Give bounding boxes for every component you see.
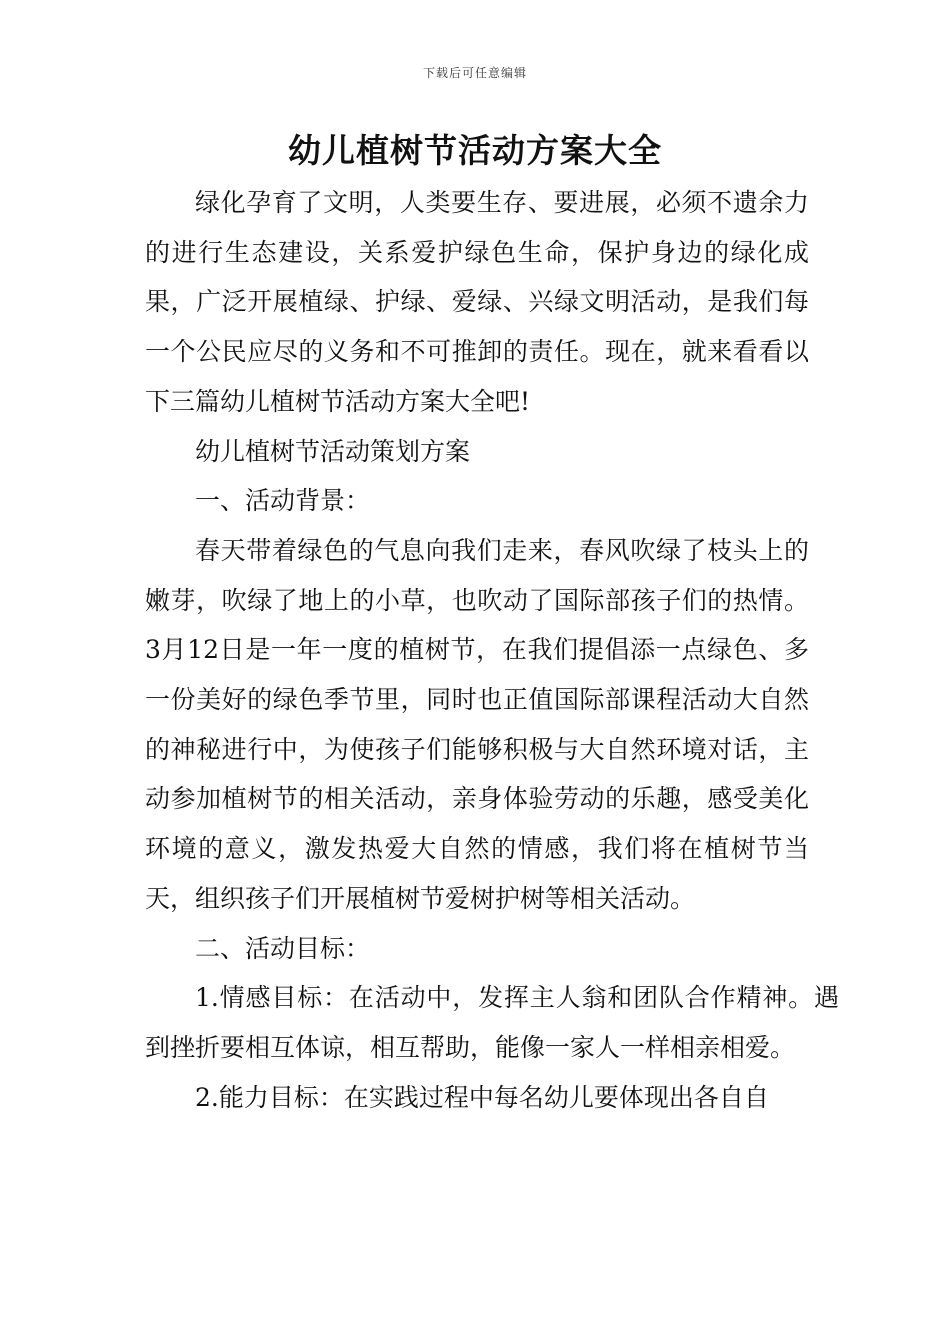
goal-emotion-paragraph: 1.情感目标：在活动中，发挥主人翁和团队合作精神。遇到挫折要相互体谅，相互帮助，能像一家人一样相亲相爱。 bbox=[145, 983, 839, 1062]
section-heading-goals: 二、活动目标： bbox=[195, 933, 371, 963]
document-title: 幼儿植树节活动方案大全 bbox=[288, 131, 662, 170]
intro-paragraph: 绿化孕育了文明，人类要生存、要进展，必须不遗余力的进行生态建设，关系爱护绿色生命，保护身边的绿化成果，广泛开展植绿、护绿、爱绿、兴绿文明活动，是我们每一个公民应尽的义务和不可推卸的责任。现在，就来看看以下三篇幼儿植树节活动方案大全吧! bbox=[145, 188, 809, 416]
goal-ability-paragraph: 2.能力目标：在实践过程中每名幼儿要体现出各自自 bbox=[195, 1082, 769, 1112]
section-heading-background: 一、活动背景： bbox=[195, 486, 371, 516]
plan-heading: 幼儿植树节活动策划方案 bbox=[195, 436, 471, 466]
header-note: 下载后可任意编辑 bbox=[422, 66, 527, 80]
background-paragraph: 春天带着绿色的气息向我们走来，春风吹绿了枝头上的嫩芽，吹绿了地上的小草，也吹动了国际部孩子们的热情。3月12日是一年一度的植树节，在我们提倡添一点绿色、多一份美好的绿色季节里，同时也正值国际部课程活动大自然的神秘进行中，为使孩子们能够积极与大自然环境对话，主动参加植树节的相关活动，亲身体验劳动的乐趣，感受美化环境的意义，激发热爱大自然的情感，我们将在植树节当天，组织孩子们开展植树节爱树护树等相关活动。 bbox=[145, 535, 809, 913]
document-body bbox=[145, 178, 839, 1122]
